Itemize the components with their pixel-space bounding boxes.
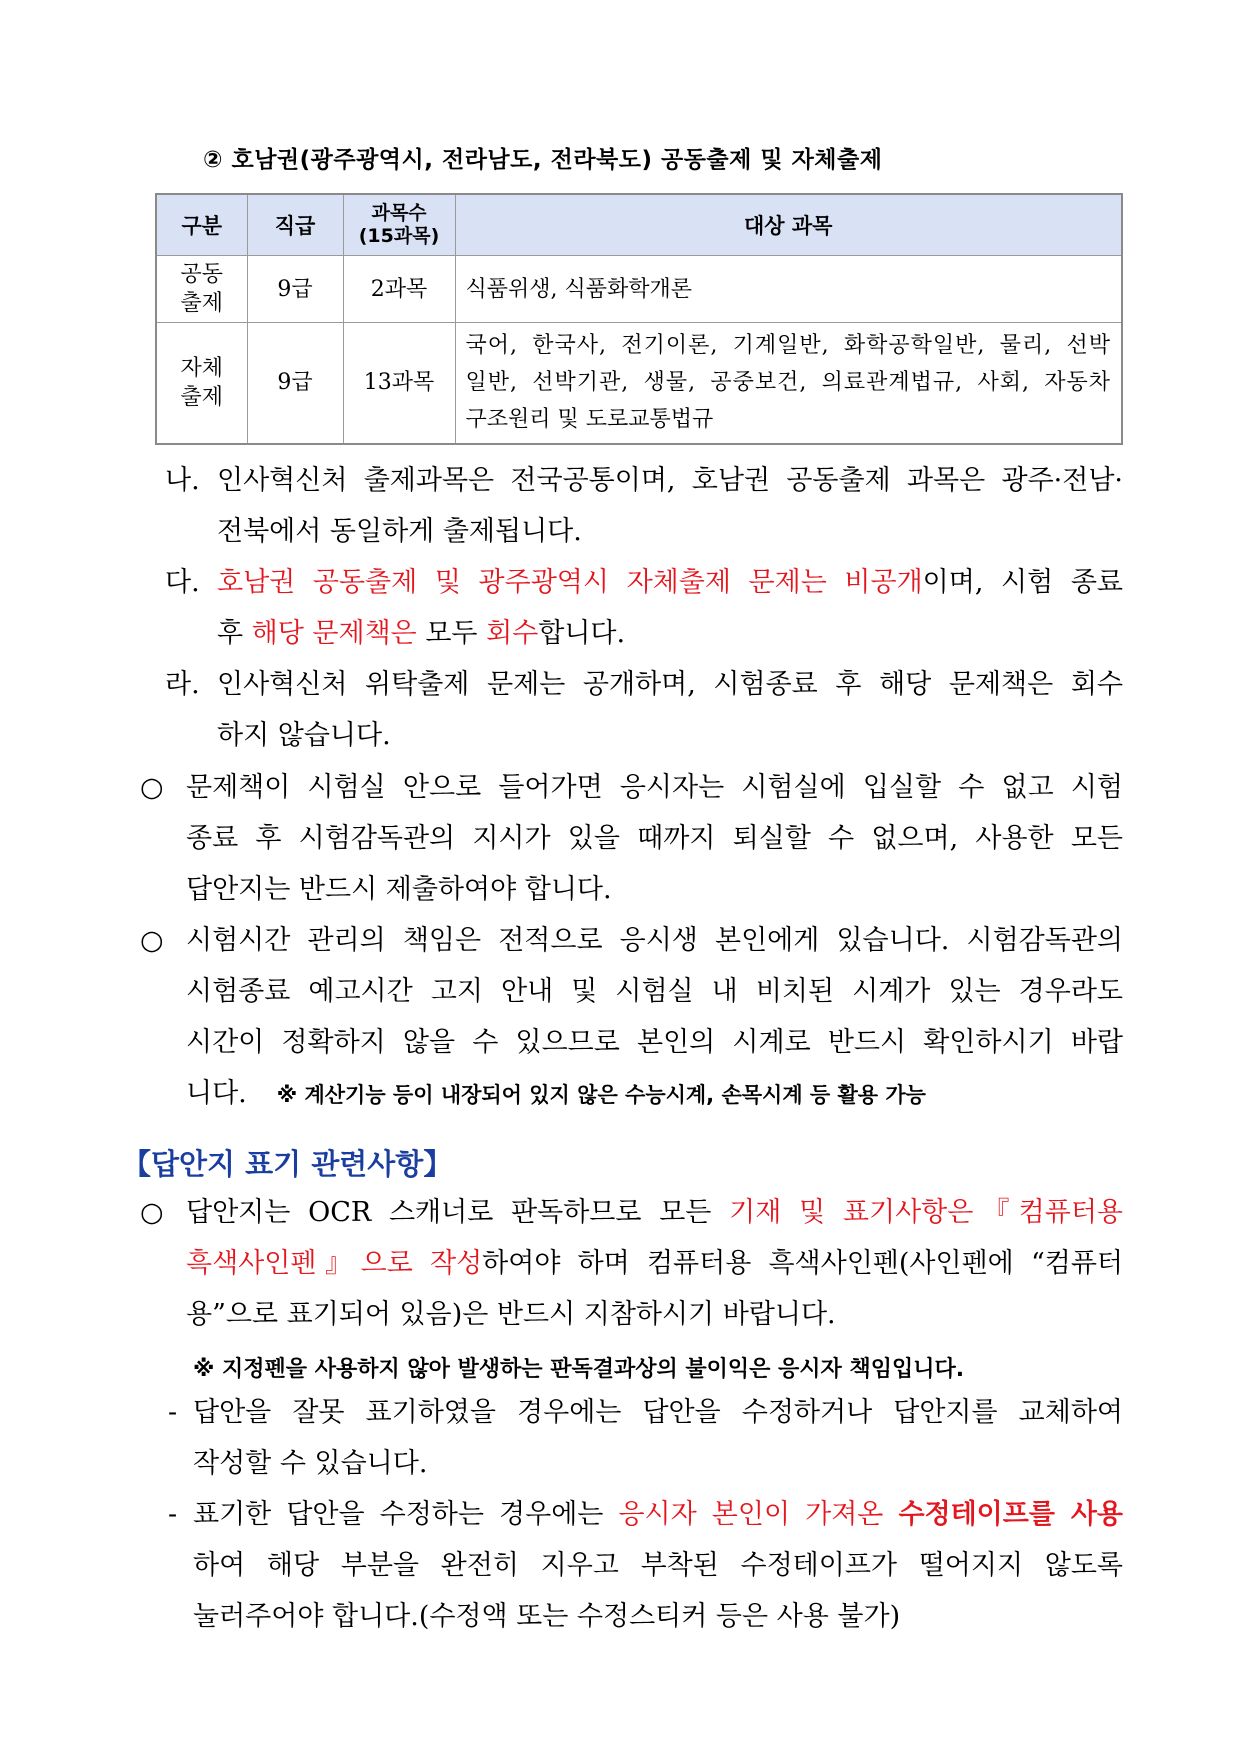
category-line: 자체	[180, 355, 223, 381]
dash-bullet: -	[168, 1397, 178, 1428]
row-count: 13과목	[343, 323, 455, 444]
table-row	[156, 256, 1122, 323]
header-count-line1: 과목수	[371, 202, 427, 224]
subjects-line: 국어, 한국사, 전기이론, 기계일반, 화학공학일반, 물리, 선박	[465, 333, 1111, 359]
section-title: ② 호남권(광주광역시, 전라남도, 전라북도) 공동출제 및 자체출제	[203, 147, 883, 173]
watch-note: ※ 계산기능 등이 내장되어 있지 않은 수능시계, 손목시계 등 활용 가능	[276, 1083, 926, 1107]
header-grade: 직급	[247, 194, 343, 256]
item-marker: 다.	[165, 567, 200, 598]
category-line: 출제	[180, 291, 223, 316]
text-span: 후	[217, 618, 252, 649]
subjects-line: 구조원리 및 도로교통법규	[465, 407, 714, 433]
text-span: 답안지는 OCR 스캐너로 판독하므로 모든	[186, 1197, 730, 1228]
dash-item-correction	[165, 1489, 1123, 1642]
text-line: 답안지는 반드시 제출하여야 합니다.	[186, 874, 612, 905]
item-da	[165, 557, 1123, 659]
text-line: 하여 해당 부분을 완전히 지우고 부착된 수정테이프가 떨어지지 않도록	[193, 1550, 1123, 1581]
header-subjects: 대상 과목	[455, 194, 1122, 256]
text-line: 시험시간 관리의 책임은 전적으로 응시생 본인에게 있습니다. 시험감독관의	[186, 925, 1123, 956]
circle-bullet-icon: ○	[140, 1197, 164, 1228]
highlight-text: 회수	[486, 618, 539, 649]
highlight-text: 수정테이프를 사용	[898, 1499, 1123, 1530]
row-subjects	[455, 323, 1122, 444]
text-line: 전북에서 동일하게 출제됩니다.	[217, 516, 582, 547]
row-grade: 9급	[247, 256, 343, 323]
text-line: 문제책이 시험실 안으로 들어가면 응시자는 시험실에 입실할 수 없고 시험	[186, 772, 1123, 803]
row-subjects: 식품위생, 식품화학개론	[455, 256, 1122, 323]
text-span: 표기한 답안을 수정하는 경우에는	[193, 1499, 619, 1530]
text-line: 인사혁신처 출제과목은 전국공통이며, 호남권 공동출제 과목은 광주·전남·	[217, 465, 1123, 496]
item-ra	[165, 659, 1123, 761]
row-grade: 9급	[247, 323, 343, 444]
highlight-text: 기재 및 표기사항은『컴퓨터용	[729, 1197, 1124, 1228]
bullet-time-management	[140, 915, 1123, 1121]
text-span: 합니다.	[538, 618, 626, 649]
highlight-text: 호남권 공동출제 및 광주광역시 자체출제 문제는 비공개	[217, 567, 923, 598]
text-line: 눌러주어야 합니다.(수정액 또는 수정스티커 등은 사용 불가)	[193, 1601, 901, 1632]
category-line: 출제	[180, 384, 223, 410]
text-span: 모두	[416, 618, 487, 649]
text-line: 종료 후 시험감독관의 지시가 있을 때까지 퇴실할 수 없으며, 사용한 모든	[186, 823, 1123, 854]
item-marker: 라.	[165, 669, 200, 700]
row-category	[156, 256, 247, 323]
item-marker: 나.	[165, 465, 200, 496]
highlight-text: 흑색사인펜』으로 작성	[186, 1248, 483, 1279]
text-line: 용”으로 표기되어 있음)은 반드시 지참하시기 바랍니다.	[186, 1299, 836, 1330]
circle-bullet-icon: ○	[140, 772, 164, 803]
text-line: 답안을 잘못 표기하였을 경우에는 답안을 수정하거나 답안지를 교체하여	[193, 1397, 1123, 1428]
text-line: 시간이 정확하지 않을 수 있으므로 본인의 시계로 반드시 확인하시기 바랍	[186, 1027, 1123, 1058]
pen-note: ※ 지정펜을 사용하지 않아 발생하는 판독결과상의 불이익은 응시자 책임입니다.	[193, 1357, 965, 1382]
text-line: 하지 않습니다.	[217, 720, 391, 751]
dash-bullet: -	[168, 1499, 178, 1530]
highlight-text: 응시자 본인이 가져온	[618, 1499, 899, 1530]
header-count-line2: (15과목)	[358, 225, 440, 247]
category-line: 공동	[180, 262, 223, 287]
highlight-text: 해당 문제책은	[251, 618, 417, 649]
text-line: 인사혁신처 위탁출제 문제는 공개하며, 시험종료 후 해당 문제책은 회수	[217, 669, 1123, 700]
subjects-line: 일반, 선박기관, 생물, 공중보건, 의료관계법규, 사회, 자동차	[465, 370, 1111, 396]
bullet-exam-entry	[140, 762, 1123, 915]
text-span: 니다.	[186, 1078, 247, 1109]
row-category	[156, 323, 247, 444]
text-line: 작성할 수 있습니다.	[193, 1448, 428, 1479]
text-line: 시험종료 예고시간 고지 안내 및 시험실 내 비치된 시계가 있는 경우라도	[186, 976, 1123, 1007]
header-category: 구분	[156, 194, 247, 256]
bullet-ocr	[140, 1187, 1123, 1340]
subject-table	[155, 193, 1123, 445]
header-count	[343, 194, 455, 256]
dash-item-replace	[165, 1387, 1123, 1489]
answer-section-heading: 【답안지 표기 관련사항】	[122, 1147, 453, 1181]
table-header-row	[156, 194, 1122, 256]
table-row	[156, 323, 1122, 444]
text-span: 하여야 하며 컴퓨터용 흑색사인펜(사인펜에 “컴퓨터	[482, 1248, 1123, 1279]
row-count: 2과목	[343, 256, 455, 323]
text-span: 이며, 시험 종료	[922, 567, 1123, 598]
item-na	[165, 455, 1123, 557]
circle-bullet-icon: ○	[140, 925, 164, 956]
